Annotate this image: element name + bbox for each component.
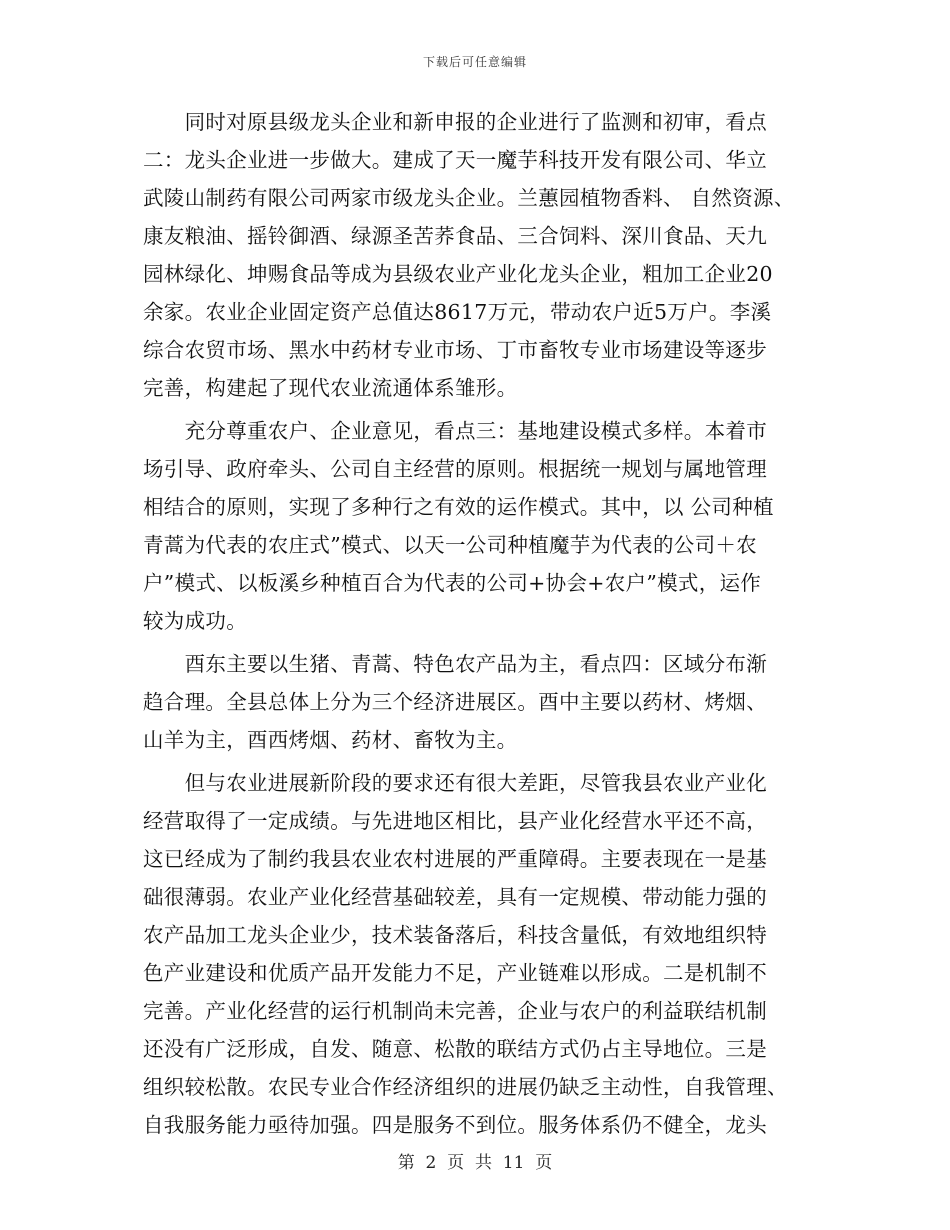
- text-line: 农产品加工龙头企业少，技术装备落后，科技含量低，有效地组织特: [143, 923, 767, 947]
- page-number-footer: 第 2 页 共 11 页: [397, 1153, 553, 1173]
- text-line: 武陵山制药有限公司两家市级龙头企业。兰蕙园植物香料、 自然资源、: [143, 186, 795, 210]
- text-line: 但与农业进展新阶段的要求还有很大差距，尽管我县农业产业化: [143, 771, 767, 795]
- text-line: 山羊为主，酉西烤烟、药材、畜牧为主。: [143, 728, 518, 752]
- text-line: 余家。农业企业固定资产总值达8617万元，带动农户近5万户。李溪: [143, 300, 772, 324]
- text-line: 相结合的原则，实现了多种行之有效的运作模式。其中，以 公司种植: [143, 495, 774, 519]
- text-line: 还没有广泛形成，自发、随意、松散的联结方式仍占主导地位。三是: [143, 1037, 767, 1061]
- text-line: 这已经成为了制约我县农业农村进展的严重障碍。主要表现在一是基: [143, 847, 767, 871]
- text-line: 场引导、政府牵头、公司自主经营的原则。根据统一规划与属地管理: [143, 457, 767, 481]
- text-line: 园林绿化、坤赐食品等成为县级农业产业化龙头企业，粗加工企业20: [143, 262, 773, 286]
- text-line: 础很薄弱。农业产业化经营基础较差，具有一定规模、带动能力强的: [143, 885, 767, 909]
- text-line: 综合农贸市场、黑水中药材专业市场、丁市畜牧专业市场建设等逐步: [143, 338, 767, 362]
- text-line: 自我服务能力亟待加强。四是服务不到位。服务体系仍不健全，龙头: [143, 1113, 767, 1137]
- text-line: 青蒿为代表的农庄式”模式、以天一公司种植魔芋为代表的公司＋农: [143, 533, 757, 557]
- text-line: 同时对原县级龙头企业和新申报的企业进行了监测和初审，看点: [143, 110, 767, 134]
- text-line: 经营取得了一定成绩。与先进地区相比，县产业化经营水平还不高，: [143, 809, 767, 833]
- text-line: 趋合理。全县总体上分为三个经济进展区。酉中主要以药材、烤烟、: [143, 690, 767, 714]
- page-header-note: 下载后可任意编辑: [422, 55, 527, 69]
- text-line: 酉东主要以生猪、青蒿、特色农产品为主，看点四：区域分布渐: [143, 652, 767, 676]
- text-line: 充分尊重农户、企业意见，看点三：基地建设模式多样。本着市: [143, 419, 767, 443]
- text-line: 组织较松散。农民专业合作经济组织的进展仍缺乏主动性，自我管理、: [143, 1075, 788, 1099]
- text-line: 较为成功。: [143, 609, 247, 633]
- text-line: 完善。产业化经营的运行机制尚未完善，企业与农户的利益联结机制: [143, 999, 767, 1023]
- text-line: 康友粮油、摇铃御酒、绿源圣苦荞食品、三合饲料、深川食品、天九: [143, 224, 767, 248]
- text-line: 色产业建设和优质产品开发能力不足，产业链难以形成。二是机制不: [143, 961, 767, 985]
- text-line: 户”模式、以板溪乡种植百合为代表的公司+协会+农户”模式，运作: [143, 571, 762, 595]
- text-line: 二：龙头企业进一步做大。建成了天一魔芋科技开发有限公司、华立: [143, 148, 767, 172]
- text-line: 完善，构建起了现代农业流通体系雏形。: [143, 376, 518, 400]
